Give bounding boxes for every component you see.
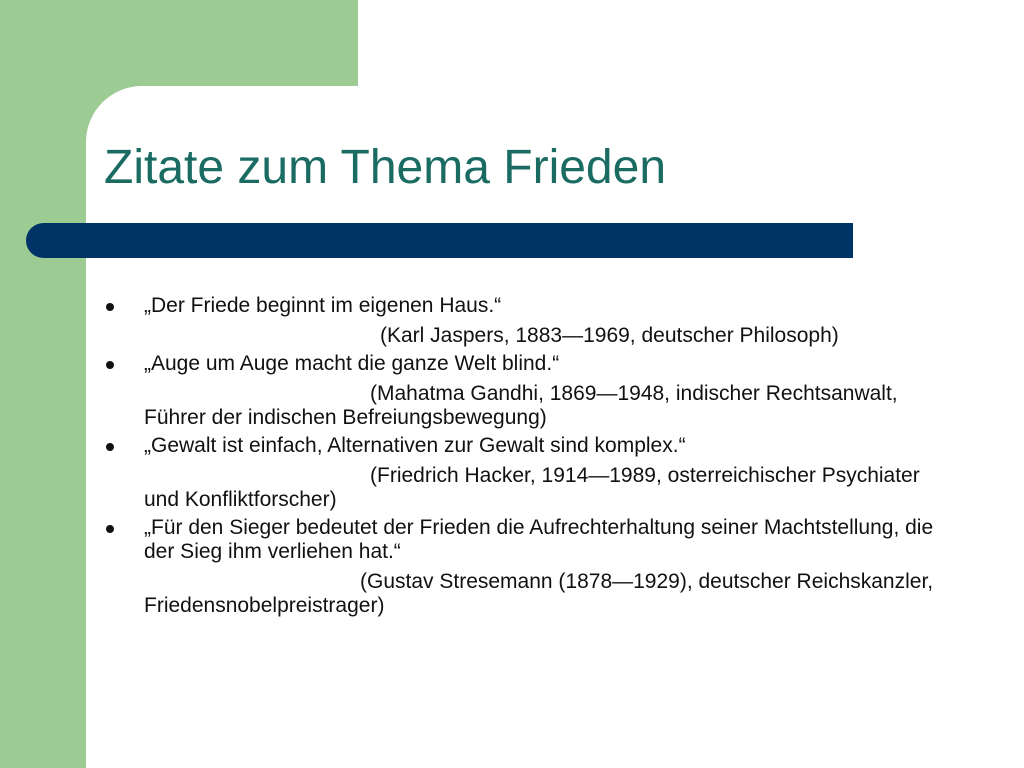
slide-title: Zitate zum Thema Frieden <box>104 141 667 194</box>
quote-text: „Für den Sieger bedeutet der Frieden die Aufrechterhaltung seiner Machtstellung, die der Sieg ihm verliehen hat.“ <box>144 516 934 563</box>
quote-item <box>104 294 954 348</box>
quote-item <box>104 352 954 430</box>
quote-text: „Auge um Auge macht die ganze Welt blind.“ <box>144 352 560 375</box>
quote-list <box>104 294 954 622</box>
bullet-icon <box>106 361 114 369</box>
decor-green-left-band <box>0 0 86 768</box>
quote-author: (Karl Jaspers, 1883—1969, deutscher Philosoph) <box>380 324 839 347</box>
quote-text: „Der Friede beginnt im eigenen Haus.“ <box>144 294 502 317</box>
quote-author: (Gustav Stresemann (1878—1929), deutscher Reichskanzler, Friedensnobelpreistrager) <box>144 570 934 617</box>
quote-item <box>104 516 954 618</box>
quote-author: (Friedrich Hacker, 1914—1989, osterreichischer Psychiater und Konfliktforscher) <box>144 464 920 511</box>
quote-author: (Mahatma Gandhi, 1869—1948, indischer Rechtsanwalt, Führer der indischen Befreiungsbewegung) <box>144 382 898 429</box>
quote-text: „Gewalt ist einfach, Alternativen zur Gewalt sind komplex.“ <box>144 434 686 457</box>
title-underline-bar <box>26 223 853 258</box>
bullet-icon <box>106 525 114 533</box>
bullet-icon <box>106 303 114 311</box>
bullet-icon <box>106 443 114 451</box>
quote-item <box>104 434 954 512</box>
